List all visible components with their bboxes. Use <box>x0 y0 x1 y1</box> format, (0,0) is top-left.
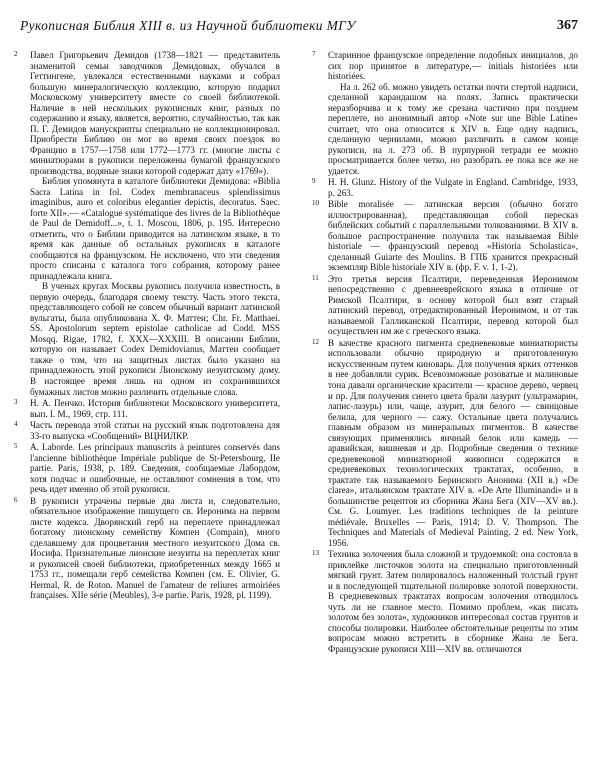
right-column <box>312 50 578 760</box>
footnote-text: Н. А. Пенчко. История библиотеки Московского университета, вып. I. М., 1969, стр. 111. <box>30 398 280 419</box>
footnote-5 <box>14 442 280 495</box>
footnote-number: 10 <box>312 199 319 208</box>
footnote-text: A. Laborde. Les principaux manuscrits à peintures conservés dans l'ancienne bibliothèque Impériale publique de St-Petersbourg, IIe partie. Paris, 1938, p. 189. Сведения, сообщаемые Лабордом, хотя подчас и ошибочные, не оставляют сомнения в том, что речь идет именно об этой рукописи. <box>30 442 280 495</box>
footnote-number: 4 <box>14 420 18 429</box>
footnote-text: H. H. Glunz. History of the Vulgate in England. Cambridge, 1933, p. 263. <box>328 177 578 198</box>
page-number: 367 <box>557 18 578 33</box>
footnote-number: 2 <box>14 50 18 58</box>
footnote-10 <box>312 199 578 273</box>
page-header <box>20 12 578 40</box>
footnote-number: 13 <box>312 549 319 558</box>
footnote-number: 11 <box>312 273 319 282</box>
footnote-11 <box>312 273 578 337</box>
footnote-number: 3 <box>14 398 18 407</box>
running-title: Рукописная Библия XIII в. из Научной библиотеки МГУ <box>20 18 356 33</box>
footnote-text: Техника золочения была сложной и трудоемкой: она состояла в приклейке листочков золота на специально приготовленный мягкий грунт. Затем полировалось наложенный толстый грунт и в последующей тщательной полировке золотой поверхности. В средневековых трактатах вопросам золочения отводилось чуть ли не главное место. Помимо проблем, «как писать золотом без золота», художников интересовал состав грунтов и способы полировки. Наиболее обстоятельные рецепты по этим вопросам можно встретить в сборнике Жана ле Бега. Французские рукописи XIII—XIV вв. отличаются <box>328 549 578 654</box>
footnote-paragraph: Библия упомянута в каталоге библиотеки Демидова: «Biblia Sacra Latina in fol. Codex membranaceus splendissimus imaginibus, auro et coloribus elegantier depictis, decoratus. Saec. forte XII».— «Catalogue systématique des livres de la Bibliothèque de Paul de Demidoff...», t. 1. Moscou, 1806, p. 195. Интересно отметить, что о Библии приводится на латинском языке, в то время как данные об остальных рукописях в каталоге сообщаются на французском. Не исключено, что эти сведения просто списаны с каталога того собрания, которому ранее принадлежала книга. <box>30 176 280 281</box>
footnote-number: 7 <box>312 50 316 58</box>
footnote-12 <box>312 337 578 548</box>
footnote-text: Bible moralisée — латинская версия (обычно богато иллюстрированная), представляющая собой пересказ библейских событий с параллельными толкованиями. В XIV в. большое распространение получила так называемая Bible historiale — французский перевод «Historia Scholastica», сделанный Guiarte des Moulins. В ГПБ хранится прекрасный экземпляр Bible historiale XIV в. (фр. F. v. 1, 1-2). <box>328 199 578 273</box>
footnote-4 <box>14 420 280 441</box>
footnote-paragraph: Старинное французское определение подобных инициалов, до сих пор принятое в литературе,— initials historiées или historiées. <box>328 50 578 82</box>
footnote-paragraph: На л. 262 об. можно увидеть остатки почти стертой надписи, сделанной карандашом на полях. Запись практически неразборчива и к тому же срезана частично при позднем переплете, но анонимный автор «Note sur une Bible Latine» считает, что она относится к XIV в. Еще одну надпись, сделанную чернилами, можно различить в самом конце рукописи, на л. 273 об. В пурпурной тетради ее можно просматривается более четко, но разобрать ее пока все же не удается. <box>328 81 578 176</box>
footnote-7 <box>312 50 578 176</box>
footnote-6 <box>14 495 280 601</box>
footnote-text: Часть перевода этой статьи на русский язык подготовлена для 33-го выпуска «Сообщений» ВЦНИЛКР. <box>30 420 280 441</box>
footnote-3 <box>14 398 280 419</box>
footnote-number: 6 <box>14 495 18 504</box>
footnote-paragraph: В ученых кругах Москвы рукопись получила известность, в первую очередь, благодаря своему тексту. Часть этого текста, представляющего собой не совсем обычный вариант латинской вульгаты, была опубликована X. Ф. Маттеи; Chr. Fr. Matthaei. SS. Apostolorum septem epistolae catholicae ad Codd. MSS Mosqq. Rigae, 1782, f. XXX—XXXIII. В описании Библии, которую он называет Codex Demidovianus, Маттеи сообщает также о том, что на защитных листах было указано на принадлежность этой рукописи Лионскому иезуитскому дому. В настоящее время лишь на одном из сохранившихся бумажных листов можно различить отдельные слова. <box>30 281 280 397</box>
footnote-text: В качестве красного пигмента средневековые миниатюристы использовали обычно природную и приготовленную искусственным путем киноварь. Для получения ярких оттенков в нее добавляли сурик. Всевозможные розоватые и малиновые тона давали органические красители — красное дерево, червец и пр. Для получения синего цвета брали лазурит (ультрамарин, лапис-лазурь) или, чаще, азурит, для белого — свинцовые белила, для черного — сажу. Остальные цвета получались главным образом из минеральных пигментов. В качестве связующих применялись яичный белок или камедь — аравийская, вишневая и др. Подробные сведения о технике средневековой миниатюрной живописи содержатся в средневековых технологических трактатах, особенно, в трактате так называемого Беринского Анонима (XII в.) «De clarea», итальянском трактате XIV в. «De Arte Illuminandi» и в большинстве рецептов из сборника Жана Бега (XIV—XV вв.). См. G. Loumyer. Les traditions techniques de la peinture médiévale. Bruxelles — Paris, 1914; D. V. Thompson. The Techniques and Materials of Medieval Painting. 2 ed. New York, 1956. <box>328 337 578 548</box>
footnote-number: 12 <box>312 337 319 346</box>
footnote-text: Это третья версия Псалтири, переведенная Иеронимом непосредственно с древнееврейского языка в отличие от Римской Псалтири, в основу которой был взят старый латинский перевод, отредактированный Иеронимом, и от так называемой Галликанской Псалтири, перевод которой был осуществлен им же с греческого языка. <box>328 273 578 337</box>
footnote-number: 9 <box>312 177 316 186</box>
footnote-paragraph: Павел Григорьевич Демидов (1738—1821 — представитель знаменитой семьи заводчиков Демидовых, обучался в Геттингене, увлекался естественными науками и собрал большую минералогическую коллекцию, которую подарил Московскому университету вместе со своей библиотекой. Наличие в ней нескольких рукописных книг, разных по содержанию и языку, является, вероятно, случайностью, так как П. Г. Демидов манускрипты специально не коллекционировал. Приобрести Библию он мог во время своих поездок во Францию в 1757—1758 или 1772—1773 гг. (многие листы с миниатюрами в рукописи переложены бумагой французского производства, водяные знаки которой содержат дату «1769»). <box>30 50 280 176</box>
footnote-number: 5 <box>14 442 18 451</box>
footnote-13 <box>312 549 578 654</box>
footnote-text: В рукописи утрачены первые два листа и, следовательно, обязательное изображение пишущего св. Иеронима на первом листе кодекса. Дворянский герб на переплете принадлежал богатому лионскому семейству Компен (Compain), много сделавшему для процветания местного иезуитского Дома св. Иосифа. Признательные лионские иезуиты на переплетах книг и рукописей своей библиотеки, приобретенных между 1665 и 1753 гг., помещали герб семейства Компен (см. E. Olivier, G. Hermal, R. de Roton. Manuel de l'amateur de reliures armoiriées françaises. XIIe série (Meubles), 3-e partie. Paris, 1928, pl. 1199). <box>30 495 280 601</box>
left-column <box>14 50 280 760</box>
footnote-9 <box>312 177 578 198</box>
footnote-2 <box>14 50 280 397</box>
